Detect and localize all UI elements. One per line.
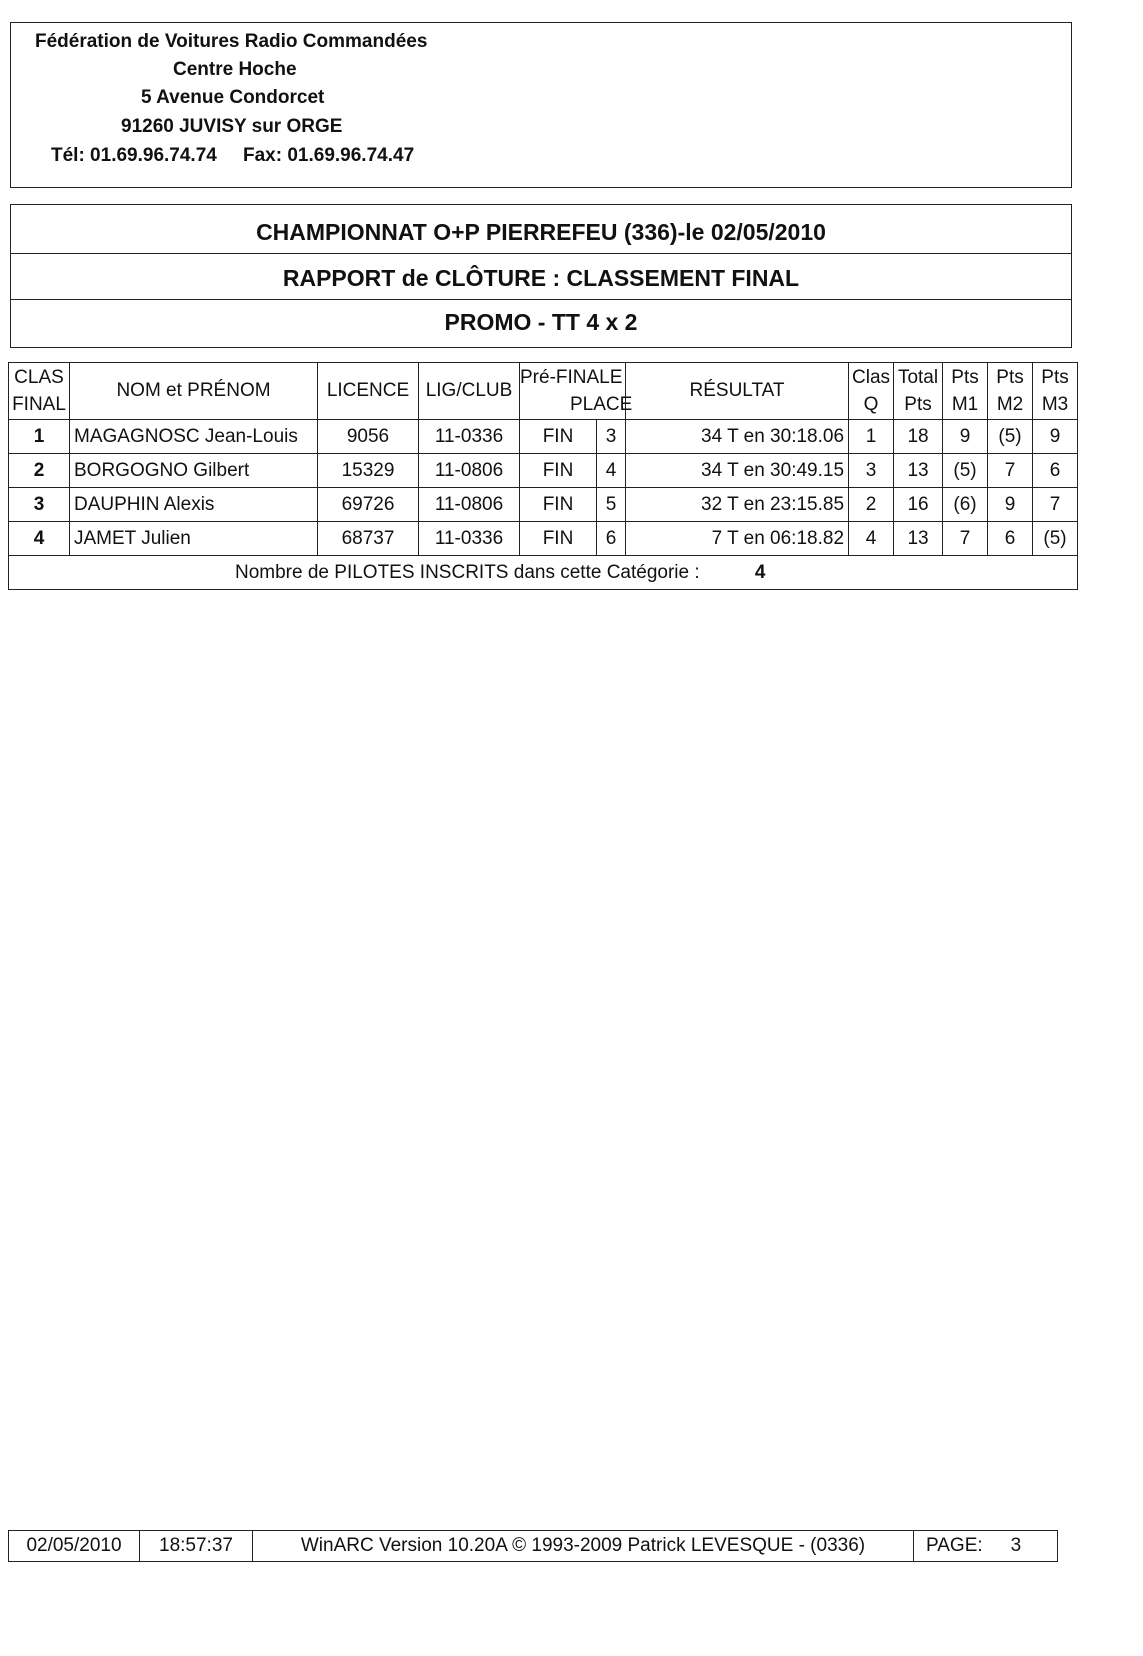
cell-club: 11-0336 bbox=[419, 420, 520, 454]
table-row bbox=[9, 420, 1078, 454]
header-total-top: Total bbox=[897, 367, 939, 388]
org-fax: Fax: 01.69.96.74.47 bbox=[243, 145, 415, 166]
cell-clas-q: 4 bbox=[849, 522, 894, 556]
cell-licence: 69726 bbox=[318, 488, 419, 522]
report-title: CHAMPIONNAT O+P PIERREFEU (336)-le 02/05/2010 bbox=[256, 219, 826, 245]
cell-clas-q: 3 bbox=[849, 454, 894, 488]
header-final-label: FINAL bbox=[12, 394, 66, 415]
header-m2-top: Pts bbox=[996, 367, 1024, 388]
cell-clas-q: 2 bbox=[849, 488, 894, 522]
cell-rank: 1 bbox=[9, 420, 70, 454]
header-m1-bottom: M1 bbox=[951, 394, 979, 415]
cell-licence: 9056 bbox=[318, 420, 419, 454]
report-title-box bbox=[10, 204, 1072, 348]
page-footer bbox=[8, 1530, 1058, 1562]
cell-total: 13 bbox=[894, 522, 943, 556]
cell-final: FIN bbox=[520, 420, 597, 454]
report-subtitle: RAPPORT de CLÔTURE : CLASSEMENT FINAL bbox=[282, 265, 800, 291]
cell-place: 3 bbox=[597, 420, 626, 454]
cell-place: 4 bbox=[597, 454, 626, 488]
header-total bbox=[894, 363, 943, 420]
cell-name: BORGOGNO Gilbert bbox=[70, 454, 318, 488]
table-row bbox=[9, 522, 1078, 556]
cell-clas-q: 1 bbox=[849, 420, 894, 454]
cell-final: FIN bbox=[520, 454, 597, 488]
header-prefinale-label: Pré-FINALE bbox=[520, 367, 623, 388]
cell-pts-m2: 6 bbox=[988, 522, 1033, 556]
cell-pts-m2: 9 bbox=[988, 488, 1033, 522]
cell-rank: 4 bbox=[9, 522, 70, 556]
cell-pts-m1: (5) bbox=[943, 454, 988, 488]
cell-rank: 3 bbox=[9, 488, 70, 522]
cell-licence: 15329 bbox=[318, 454, 419, 488]
table-row bbox=[9, 454, 1078, 488]
pilot-count-row bbox=[9, 556, 1078, 590]
cell-total: 16 bbox=[894, 488, 943, 522]
cell-pts-m1: 9 bbox=[943, 420, 988, 454]
header-pts-m3 bbox=[1033, 363, 1078, 420]
cell-final: FIN bbox=[520, 488, 597, 522]
cell-place: 6 bbox=[597, 522, 626, 556]
table-row bbox=[9, 488, 1078, 522]
org-city: 91260 JUVISY sur ORGE bbox=[121, 116, 343, 137]
cell-pts-m3: 6 bbox=[1033, 454, 1078, 488]
results-table bbox=[8, 362, 1078, 590]
header-clasq-bottom: Q bbox=[863, 394, 879, 415]
cell-place: 5 bbox=[597, 488, 626, 522]
cell-name: MAGAGNOSC Jean-Louis bbox=[70, 420, 318, 454]
org-tel: Tél: 01.69.96.74.74 bbox=[51, 145, 217, 166]
header-m1-top: Pts bbox=[951, 367, 979, 388]
pilot-count-cell bbox=[9, 556, 1078, 590]
cell-rank: 2 bbox=[9, 454, 70, 488]
cell-pts-m3: 7 bbox=[1033, 488, 1078, 522]
cell-pts-m1: 7 bbox=[943, 522, 988, 556]
header-clas-q bbox=[849, 363, 894, 420]
cell-club: 11-0806 bbox=[419, 454, 520, 488]
cell-pts-m3: 9 bbox=[1033, 420, 1078, 454]
cell-final: FIN bbox=[520, 522, 597, 556]
header-prefinale bbox=[520, 363, 633, 420]
cell-result: 34 T en 30:49.15 bbox=[626, 454, 849, 488]
cell-name: DAUPHIN Alexis bbox=[70, 488, 318, 522]
cell-club: 11-0806 bbox=[419, 488, 520, 522]
footer-date: 02/05/2010 bbox=[9, 1531, 140, 1561]
organization-header bbox=[10, 22, 1072, 188]
header-m3-top: Pts bbox=[1041, 367, 1069, 388]
cell-licence: 68737 bbox=[318, 522, 419, 556]
report-category: PROMO - TT 4 x 2 bbox=[444, 309, 638, 335]
pilot-count-label: Nombre de PILOTES INSCRITS dans cette Catégorie : bbox=[235, 561, 700, 583]
header-licence: LICENCE bbox=[318, 363, 419, 420]
header-clasq-top: Clas bbox=[852, 367, 891, 388]
header-clas-final bbox=[9, 363, 70, 420]
cell-result: 34 T en 30:18.06 bbox=[626, 420, 849, 454]
cell-result: 32 T en 23:15.85 bbox=[626, 488, 849, 522]
header-m2-bottom: M2 bbox=[996, 394, 1024, 415]
cell-pts-m2: (5) bbox=[988, 420, 1033, 454]
footer-page bbox=[914, 1531, 1057, 1561]
divider bbox=[11, 253, 1071, 254]
cell-pts-m1: (6) bbox=[943, 488, 988, 522]
cell-total: 18 bbox=[894, 420, 943, 454]
footer-page-label: PAGE: bbox=[926, 1535, 983, 1556]
cell-name: JAMET Julien bbox=[70, 522, 318, 556]
divider bbox=[11, 299, 1071, 300]
header-name: NOM et PRÉNOM bbox=[70, 363, 318, 420]
cell-club: 11-0336 bbox=[419, 522, 520, 556]
cell-total: 13 bbox=[894, 454, 943, 488]
footer-page-number: 3 bbox=[1010, 1535, 1022, 1556]
org-address: 5 Avenue Condorcet bbox=[141, 87, 325, 108]
footer-software: WinARC Version 10.20A © 1993-2009 Patrick LEVESQUE - (0336) bbox=[253, 1531, 914, 1561]
cell-pts-m3: (5) bbox=[1033, 522, 1078, 556]
header-pts-m2 bbox=[988, 363, 1033, 420]
org-center: Centre Hoche bbox=[173, 59, 297, 80]
org-name: Fédération de Voitures Radio Commandées bbox=[35, 31, 428, 52]
header-result: RÉSULTAT bbox=[626, 363, 849, 420]
cell-pts-m2: 7 bbox=[988, 454, 1033, 488]
header-pts-m1 bbox=[943, 363, 988, 420]
header-clas-label: CLAS bbox=[14, 367, 64, 388]
header-m3-bottom: M3 bbox=[1041, 394, 1069, 415]
footer-time: 18:57:37 bbox=[140, 1531, 253, 1561]
header-row bbox=[9, 363, 1078, 420]
header-club: LIG/CLUB bbox=[419, 363, 520, 420]
header-total-bottom: Pts bbox=[904, 394, 932, 415]
cell-result: 7 T en 06:18.82 bbox=[626, 522, 849, 556]
pilot-count-value: 4 bbox=[754, 561, 766, 583]
header-place-label: PLACE bbox=[570, 394, 633, 415]
